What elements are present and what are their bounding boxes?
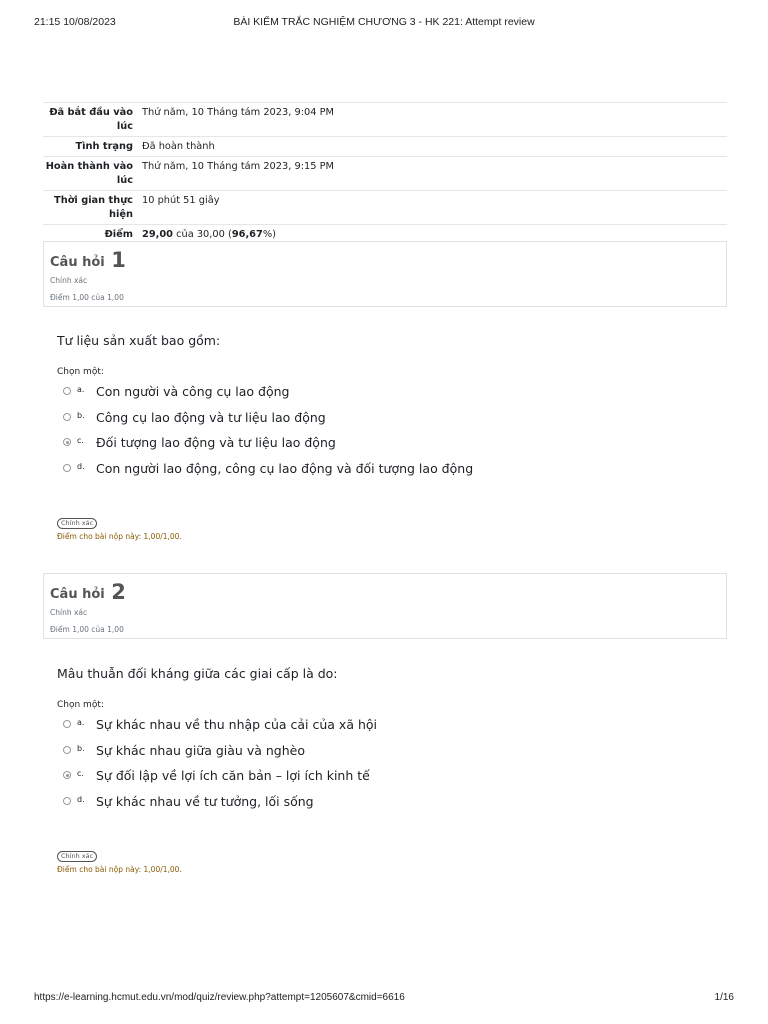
question-2-feedback: Điểm cho bài nộp này: 1,00/1,00. [57,865,182,874]
completed-value: Thứ năm, 10 Tháng tám 2023, 9:15 PM [142,161,334,172]
question-1-feedback: Điểm cho bài nộp này: 1,00/1,00. [57,532,182,541]
question-1-prompt: Chọn một: [57,367,104,377]
question-2-mark: Điểm 1,00 của 1,00 [50,625,124,634]
question-1-option-b[interactable]: b. Công cụ lao động và tư liệu lao động [63,409,326,425]
completed-label: Hoàn thành vào lúc [45,161,133,186]
question-1-state: Chính xác [50,276,88,285]
summary-row-time [43,191,727,225]
question-2-text: Mâu thuẫn đối kháng giữa các giai cấp là do: [57,666,338,681]
question-2-state: Chính xác [50,608,88,617]
question-2-option-a[interactable]: a. Sự khác nhau về thu nhập của cải của xã hội [63,716,377,732]
attempt-summary-table [43,102,727,244]
radio-icon[interactable] [63,797,71,805]
grade-label: Điểm [104,229,133,240]
summary-row-completed [43,157,727,191]
document-title: BÀI KIỂM TRẮC NGHIỆM CHƯƠNG 3 - HK 221: Attempt review [233,16,535,28]
question-1-number: Câu hỏi 1 [50,248,126,272]
question-1-correct-badge: Chính xác [57,518,97,529]
print-footer [34,992,734,1006]
question-2-option-c[interactable]: c. Sự đối lập về lợi ích căn bản – lợi ích kinh tế [63,767,370,783]
radio-icon[interactable] [63,464,71,472]
grade-of: của 30,00 ( [173,229,232,240]
radio-icon[interactable] [63,746,71,754]
question-1-option-a[interactable]: a. Con người và công cụ lao động [63,383,290,399]
status-label: Tình trạng [75,141,133,152]
radio-icon[interactable] [63,387,71,395]
radio-icon[interactable] [63,720,71,728]
question-1-option-c[interactable]: c. Đối tượng lao động và tư liệu lao động [63,434,336,450]
print-timestamp: 21:15 10/08/2023 [34,16,116,28]
radio-icon[interactable] [63,413,71,421]
question-1-option-d[interactable]: d. Con người lao động, công cụ lao động và đối tượng lao động [63,460,473,476]
question-2-correct-badge: Chính xác [57,851,97,862]
question-2-prompt: Chọn một: [57,700,104,710]
radio-checked-icon[interactable] [63,771,71,779]
question-2-option-b[interactable]: b. Sự khác nhau giữa giàu và nghèo [63,742,305,758]
summary-row-status [43,137,727,157]
summary-row-started [43,103,727,137]
grade-score: 29,00 [142,229,173,240]
question-1-text: Tư liệu sản xuất bao gồm: [57,333,221,348]
time-taken-value: 10 phút 51 giây [142,195,220,206]
question-1-info [43,241,727,307]
started-value: Thứ năm, 10 Tháng tám 2023, 9:04 PM [142,107,334,118]
time-taken-label: Thời gian thực hiện [54,195,133,220]
status-value: Đã hoàn thành [142,141,215,152]
page-number: 1/16 [714,992,734,1003]
radio-checked-icon[interactable] [63,438,71,446]
question-2-option-d[interactable]: d. Sự khác nhau về tư tưởng, lối sống [63,793,314,809]
question-2-info [43,573,727,639]
grade-percent: 96,67 [231,229,263,240]
grade-tail: %) [262,229,276,240]
started-label: Đã bắt đầu vào lúc [49,107,133,132]
question-1-mark: Điểm 1,00 của 1,00 [50,293,124,302]
page-url: https://e-learning.hcmut.edu.vn/mod/quiz/review.php?attempt=1205607&cmid=6616 [34,992,405,1003]
question-2-number: Câu hỏi 2 [50,580,126,604]
print-header [34,16,734,32]
